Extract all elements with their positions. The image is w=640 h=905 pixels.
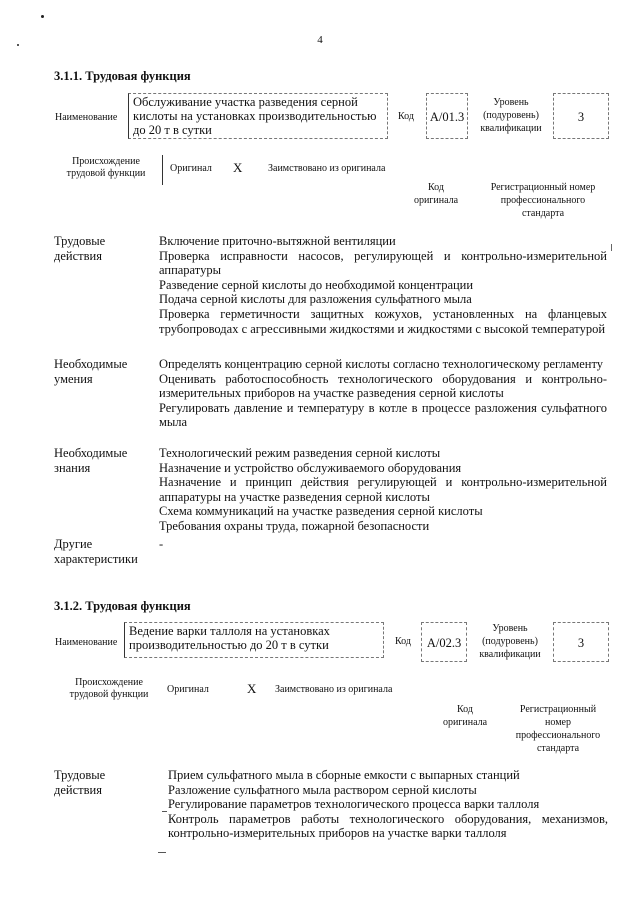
scan-mark (162, 811, 167, 812)
level-field: 3 (553, 622, 609, 662)
function-name-field: Обслуживание участка разведения серной кислоты на установках производительностью до 20 т в сутки (128, 93, 388, 139)
list-item: Технологический режим разведения серной кислоты (159, 446, 441, 460)
list-item: Контроль параметров работы технологического оборудования, механизмов, контрольно-измерительных приборов на участке варки таллоля (168, 811, 608, 841)
list-item: Регулирование параметров технологического процесса варки таллоля (168, 797, 540, 812)
list-item: Включение приточно-вытяжной вентиляции (159, 234, 396, 248)
list-item: Определять концентрацию серной кислоты согласно технологическому регламенту (159, 357, 604, 371)
origin-divider (162, 155, 163, 185)
level-label: Уровень (подуровень) квалификации (480, 97, 542, 134)
original-label: Оригинал (167, 684, 209, 695)
registration-number-label: Регистрационный номер профессионального стандарта (515, 704, 601, 754)
name-label: Наименование (55, 112, 118, 123)
other-list (159, 537, 607, 552)
origin-label: Происхождение трудовой функции (66, 156, 146, 179)
code-field: А/01.3 (426, 93, 468, 139)
code-label: Код (395, 636, 411, 647)
original-mark: X (233, 160, 243, 175)
scan-mark (611, 244, 612, 251)
section-heading: 3.1.1. Трудовая функция (54, 69, 191, 83)
list-item: Разведение серной кислоты до необходимой концентрации (159, 277, 474, 292)
list-item: Назначение и принцип действия регулирующей и контрольно-измерительной аппаратуры на участке разведения серной кислоты (159, 475, 607, 504)
list-item: Разложение сульфатного мыла раствором серной кислоты (168, 782, 477, 797)
origin-code-label: Код оригинала (442, 704, 488, 728)
skills-list (159, 357, 607, 430)
function-name-field: Ведение варки таллоля на установках производительностью до 20 т в сутки (124, 622, 384, 658)
knowledge-list (159, 446, 607, 534)
row-label-actions: Трудовые действия (54, 768, 106, 797)
row-label-other: Другие характеристики (54, 537, 138, 566)
borrowed-label: Заимствовано из оригинала (268, 163, 386, 174)
borrowed-label: Заимствовано из оригинала (275, 684, 393, 695)
list-item: Проверка исправности насосов, регулирующей и контрольно-измерительной аппаратуры (159, 248, 607, 278)
list-item: Оценивать работоспособность технологического оборудования и контрольно-измерительных приборов на участке разведения серной кислоты (159, 371, 607, 401)
level-label: Уровень (подуровень) квалификации (479, 623, 541, 660)
name-label: Наименование (55, 637, 118, 648)
origin-code-label: Код оригинала (413, 182, 459, 206)
list-item: Прием сульфатного мыла в сборные емкости с выпарных станций (168, 768, 520, 782)
actions-list (159, 234, 607, 336)
original-mark: X (247, 681, 257, 696)
actions-list (168, 768, 608, 841)
page-number: 4 (317, 34, 323, 46)
list-item: Схема коммуникаций на участке разведения серной кислоты (159, 504, 483, 519)
list-item: Требования охраны труда, пожарной безопасности (159, 518, 430, 533)
origin-label: Происхождение трудовой функции (69, 677, 149, 700)
row-label-knowledge: Необходимые знания (54, 446, 128, 475)
original-label: Оригинал (170, 163, 212, 174)
level-field: 3 (553, 93, 609, 139)
scan-mark (158, 852, 166, 853)
list-item: Назначение и устройство обслуживаемого оборудования (159, 460, 462, 475)
section-heading: 3.1.2. Трудовая функция (54, 599, 191, 613)
row-label-actions: Трудовые действия (54, 234, 106, 263)
list-item: - (159, 537, 164, 551)
list-item: Проверка герметичности защитных кожухов, установленных на фланцевых трубопроводах с агрессивными жидкостями и жидкостями с высокой температурой (159, 306, 607, 336)
code-field: А/02.3 (421, 622, 467, 662)
code-label: Код (398, 111, 414, 122)
list-item: Подача серной кислоты для разложения сульфатного мыла (159, 292, 472, 307)
row-label-skills: Необходимые умения (54, 357, 128, 386)
registration-number-label: Регистрационный номер профессионального стандарта (490, 182, 596, 219)
scan-speck (41, 15, 44, 18)
list-item: Регулировать давление и температуру в котле в процессе разложения сульфатного мыла (159, 400, 607, 430)
